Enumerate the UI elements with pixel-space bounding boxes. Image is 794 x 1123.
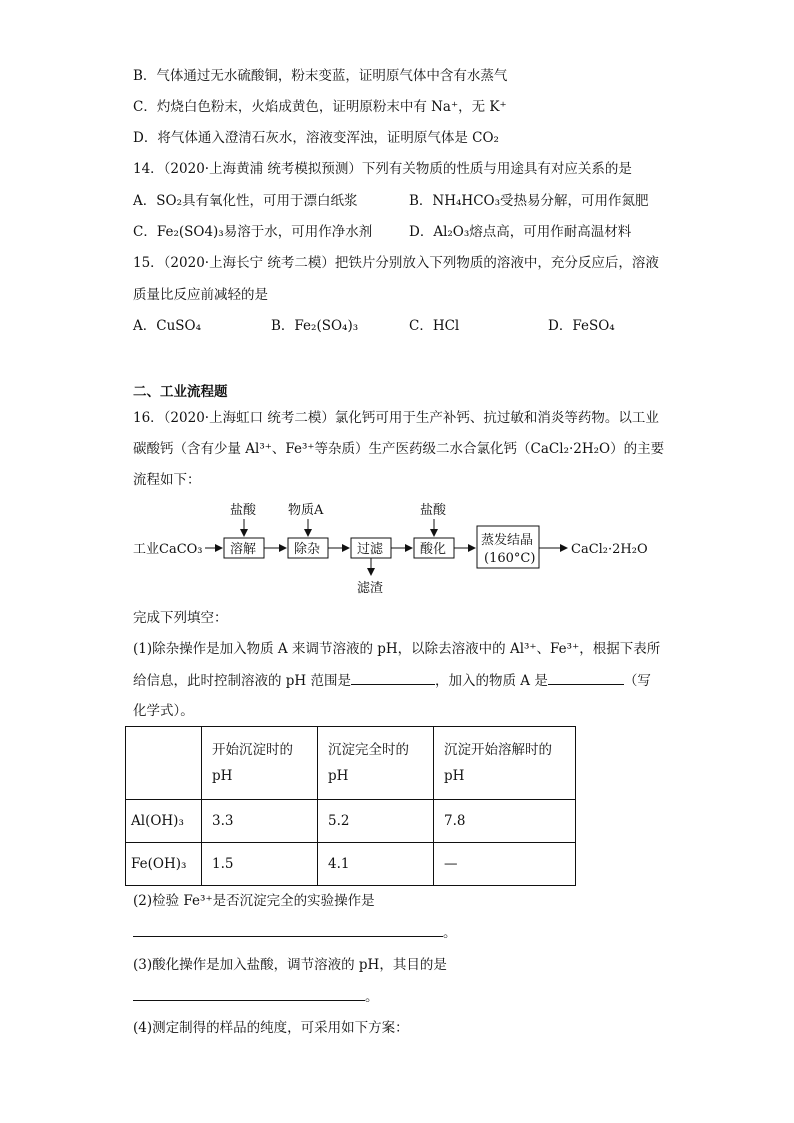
flow-input-substance-a: 物质A xyxy=(288,503,324,518)
table-cell: 5.2 xyxy=(318,800,434,843)
q15-option-b: B．Fe₂(SO₄)₃ xyxy=(271,318,359,334)
part1-line1: (1)除杂操作是加入物质 A 来调节溶液的 pH，以除去溶液中的 Al³⁺、Fe³⁺，根据下表所 xyxy=(133,641,661,657)
table-header-dissolve: 沉淀开始溶解时的 pH xyxy=(434,727,576,800)
q15-option-c: C．HCl xyxy=(409,318,460,334)
q14-option-a: A．SO₂具有氧化性，可用于漂白纸浆 xyxy=(133,193,358,209)
flow-residue-label: 滤渣 xyxy=(357,581,384,596)
flow-step-dissolve: 溶解 xyxy=(230,542,257,557)
q15-option-d: D．FeSO₄ xyxy=(548,318,615,334)
table-cell: Al(OH)₃ xyxy=(126,800,202,843)
part1-line3: 化学式）。 xyxy=(133,703,194,719)
table-cell: 1.5 xyxy=(202,843,318,886)
q14-option-c: C．Fe₂(SO4)₃易溶于水，可用作净水剂 xyxy=(133,224,373,240)
table-header-empty xyxy=(126,727,202,800)
part2-line2 xyxy=(133,922,457,943)
q13-option-b: B．气体通过无水硫酸铜，粉末变蓝，证明原气体中含有水蒸气 xyxy=(133,68,508,84)
q14-option-b: B．NH₄HCO₃受热易分解，可用作氮肥 xyxy=(409,193,649,209)
q13-option-d: D．将气体通入澄清石灰水，溶液变浑浊，证明原气体是 CO₂ xyxy=(133,130,499,146)
part3-line2 xyxy=(133,986,379,1007)
flow-input-hcl-2: 盐酸 xyxy=(420,503,447,518)
part3-end: 。 xyxy=(365,989,379,1005)
fill-intro: 完成下列填空： xyxy=(133,610,228,626)
flow-start-label: 工业CaCO₃ xyxy=(133,542,203,557)
q15-option-a: A．CuSO₄ xyxy=(133,318,202,334)
q14-stem: 14．（2020·上海黄浦 统考模拟预测）下列有关物质的性质与用途具有对应关系的是 xyxy=(133,161,632,177)
process-flow-diagram xyxy=(0,495,794,605)
table-cell: 7.8 xyxy=(434,800,576,843)
flow-product-label: CaCl₂·2H₂O xyxy=(571,542,648,557)
section-heading: 二、工业流程题 xyxy=(133,384,228,400)
q14-option-d: D．Al₂O₃熔点高，可用作耐高温材料 xyxy=(409,224,632,240)
flow-step-evaporate: 蒸发结晶 xyxy=(481,533,534,548)
flow-step-purify: 除杂 xyxy=(294,542,321,557)
table-cell: 4.1 xyxy=(318,843,434,886)
q15-stem-line2: 质量比反应前减轻的是 xyxy=(133,287,268,303)
q16-stem-line2: 碳酸钙（含有少量 Al³⁺、Fe³⁺等杂质）生产医药级二水合氯化钙（CaCl₂·2H₂O）的主要 xyxy=(133,441,665,457)
part2-line1: (2)检验 Fe³⁺是否沉淀完全的实验操作是 xyxy=(133,893,375,909)
answer-blank-ph-range[interactable] xyxy=(351,670,435,685)
part1-text-c: （写 xyxy=(623,673,651,689)
table-header-complete: 沉淀完全时的 pH xyxy=(318,727,434,800)
flow-step-filter: 过滤 xyxy=(357,542,384,557)
table-cell: Fe(OH)₃ xyxy=(126,843,202,886)
ph-table xyxy=(125,726,576,886)
part4-line1: (4)测定制得的样品的纯度，可采用如下方案： xyxy=(133,1020,409,1036)
part2-end: 。 xyxy=(443,925,457,941)
table-header-start: 开始沉淀时的 pH xyxy=(202,727,318,800)
flow-step-acidify: 酸化 xyxy=(420,542,447,557)
answer-blank-acidify-purpose[interactable] xyxy=(133,986,365,1001)
table-header-row xyxy=(126,727,576,800)
part1-text-a: 给信息，此时控制溶液的 pH 范围是 xyxy=(133,673,351,689)
q13-option-c: C．灼烧白色粉末，火焰成黄色，证明原粉末中有 Na⁺，无 K⁺ xyxy=(133,99,507,115)
flow-step-evaporate-temp: (160°C) xyxy=(484,551,536,566)
answer-blank-substance-a[interactable] xyxy=(548,670,624,685)
table-row xyxy=(126,843,576,886)
flow-input-hcl-1: 盐酸 xyxy=(230,503,257,518)
q15-stem-line1: 15．（2020·上海长宁 统考二模）把铁片分别放入下列物质的溶液中，充分反应后，溶液 xyxy=(133,255,659,271)
table-row xyxy=(126,800,576,843)
q16-stem-line1: 16．（2020·上海虹口 统考二模）氯化钙可用于生产补钙、抗过敏和消炎等药物。以工业 xyxy=(133,410,659,426)
table-cell: — xyxy=(434,843,576,886)
part3-line1: (3)酸化操作是加入盐酸，调节溶液的 pH，其目的是 xyxy=(133,957,447,973)
table-cell: 3.3 xyxy=(202,800,318,843)
q16-stem-line3: 流程如下： xyxy=(133,472,201,488)
part1-text-b: ，加入的物质 A 是 xyxy=(435,673,548,689)
part1-line2 xyxy=(133,670,651,691)
answer-blank-fe-test[interactable] xyxy=(133,922,443,937)
